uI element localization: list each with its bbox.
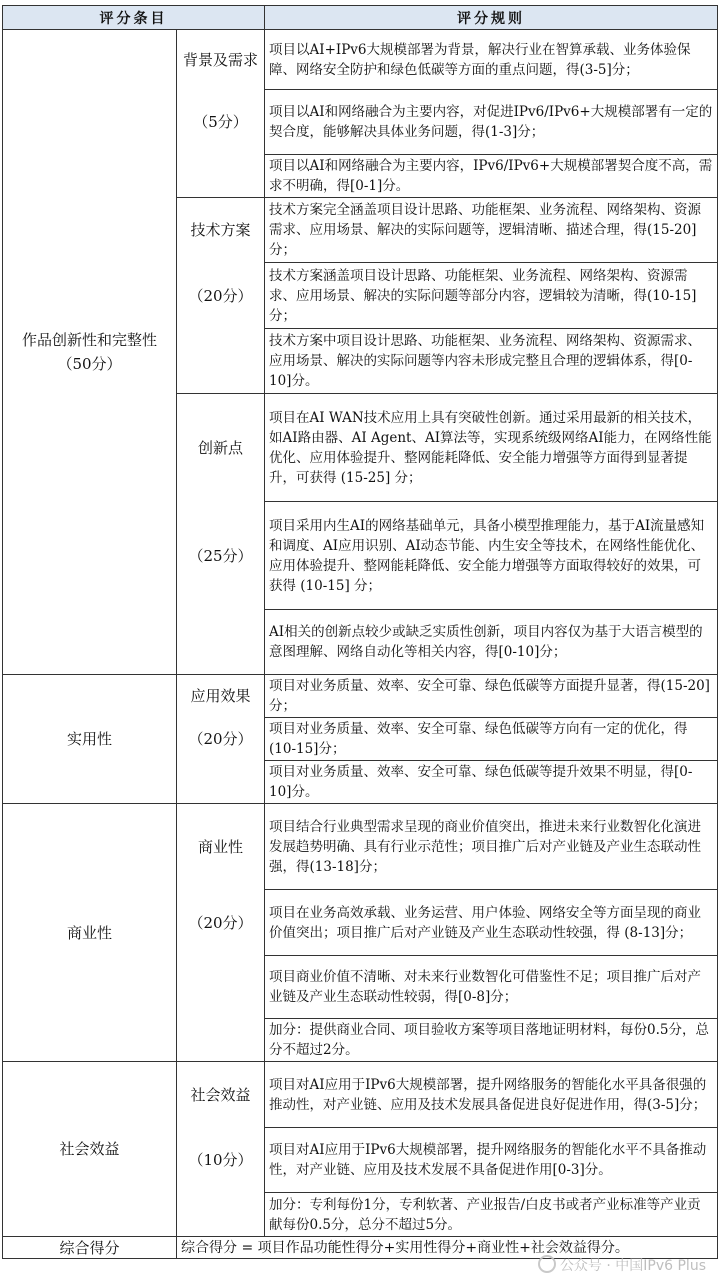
total-label: 综合得分 (3, 1237, 177, 1259)
subcategory-score: （20分） (177, 890, 265, 956)
category-name: 实用性 (66, 730, 112, 748)
category-name: 社会效益 (59, 1140, 120, 1158)
table-row (3, 1062, 718, 1128)
header-criteria: 评分条目 (3, 6, 265, 30)
table-header-row (3, 6, 718, 30)
category-cell (3, 30, 177, 675)
rule-text: 项目对业务质量、效率、安全可靠、绿色低碳等提升效果不明显，得[0-10]分。 (265, 761, 718, 804)
subcategory-name: 商业性 (177, 804, 265, 890)
rule-text: 项目以AI+IPv6大规模部署为背景，解决行业在智算承载、业务体验保障、网络安全防护和绿色低碳等方面的重点问题，得(3-5]分； (265, 30, 718, 90)
rule-text: 项目采用内生AI的网络基础单元，具备小模型推理能力，基于AI流量感知和调度、AI应用识别、AI动态节能、内生安全等技术，在网络性能优化、应用体验提升、整网能耗降低、安全能力增强等方面取得较好的效果，可获得 (10-15] 分； (265, 502, 718, 610)
subcategory-score: （25分） (177, 502, 265, 610)
table-row (3, 675, 718, 718)
watermark-text: 公众号 · 中国IPv6 Plus (559, 1258, 706, 1274)
rule-text: 加分：提供商业合同、项目验收方案等项目落地证明材料，每份0.5分，总分不超过2分。 (265, 1019, 718, 1062)
subcategory-score: （20分） (177, 718, 265, 761)
rule-text: 项目结合行业典型需求呈现的商业价值突出，推进未来行业数智化化演进发展趋势明确、具有行业示范性；项目推广后对产业链及产业生态联动性强，得(13-18]分； (265, 804, 718, 890)
rule-text: 技术方案中项目设计思路、功能框架、业务流程、网络架构、资源需求、应用场景、解决的实际问题等内容未形成完整且合理的逻辑体系，得[0-10]分。 (265, 329, 718, 394)
category-cell (3, 1062, 177, 1237)
rule-text: 项目在AI WAN技术应用上具有突破性创新。通过采用最新的相关技术，如AI路由器、AI Agent、AI算法等，实现系统级网络AI能力，在网络性能优化、应用体验提升、整网能耗降低、安全能力增强等方面得到显著提升，可获得 (15-25] 分； (265, 394, 718, 502)
category-cell (3, 804, 177, 1062)
category-name: 商业性 (66, 923, 112, 942)
rule-text: AI相关的创新点较少或缺乏实质性创新，项目内容仅为基于大语言模型的意图理解、网络自动化等相关内容，得[0-10]分； (265, 610, 718, 675)
subcategory-score: （5分） (177, 90, 265, 155)
rule-text: 技术方案完全涵盖项目设计思路、功能框架、业务流程、网络架构、资源需求、应用场景、解决的实际问题等，逻辑清晰、描述合理，得(15-20]分； (265, 198, 718, 263)
rule-text: 项目对AI应用于IPv6大规模部署，提升网络服务的智能化水平具备很强的推动性，对产业链、应用及技术发展具备促进良好促进作用，得(3-5]分； (265, 1062, 718, 1128)
subcategory-name: 创新点 (177, 394, 265, 502)
rule-text: 项目对AI应用于IPv6大规模部署，提升网络服务的智能化水平不具备推动性，对产业链、应用及技术发展不具备促进作用[0-3]分。 (265, 1128, 718, 1193)
scoring-table (2, 5, 718, 1259)
header-rules: 评分规则 (265, 6, 718, 30)
category-score: （50分） (57, 355, 122, 373)
rule-text: 项目以AI和网络融合为主要内容，IPv6/IPv6+大规模部署契合度不高，需求不明确，得[0-1]分。 (265, 155, 718, 198)
subcategory-name: 社会效益 (177, 1062, 265, 1128)
rule-text: 项目在业务高效承载、业务运营、用户体验、网络安全等方面呈现的商业价值突出；项目推广后对产业链及产业生态联动性较强，得 (8-13]分； (265, 890, 718, 956)
category-name: 作品创新性和完整性 (21, 331, 157, 349)
table-row (3, 804, 718, 890)
wechat-icon (538, 1255, 556, 1273)
watermark (538, 1255, 706, 1275)
rule-text: 技术方案涵盖项目设计思路、功能框架、业务流程、网络架构、资源需求、应用场景、解决的实际问题等部分内容，逻辑较为清晰，得(10-15]分； (265, 263, 718, 329)
subcategory-score: （10分） (177, 1128, 265, 1193)
subcategory-name: 应用效果 (177, 675, 265, 718)
total-formula: 综合得分 = 项目作品功能性得分+实用性得分+商业性+社会效益得分。 (177, 1237, 718, 1259)
rule-text: 项目对业务质量、效率、安全可靠、绿色低碳等方面提升显著，得(15-20]分； (265, 675, 718, 718)
rule-text: 项目商业价值不清晰、对未来行业数智化可借鉴性不足；项目推广后对产业链及产业生态联动性较弱，得[0-8]分； (265, 956, 718, 1019)
rule-text: 项目对业务质量、效率、安全可靠、绿色低碳等方向有一定的优化，得(10-15]分； (265, 718, 718, 761)
subcategory-score: （20分） (177, 263, 265, 329)
category-cell (3, 675, 177, 804)
table-row (3, 30, 718, 90)
subcategory-name: 技术方案 (177, 198, 265, 263)
rule-text: 项目以AI和网络融合为主要内容，对促进IPv6/IPv6+大规模部署有一定的契合度，能够解决具体业务问题，得(1-3]分； (265, 90, 718, 155)
rule-text: 加分：专利每份1分，专利软著、产业报告/白皮书或者产业标准等产业贡献每份0.5分，总分不超过5分。 (265, 1193, 718, 1237)
subcategory-name: 背景及需求 (177, 30, 265, 90)
